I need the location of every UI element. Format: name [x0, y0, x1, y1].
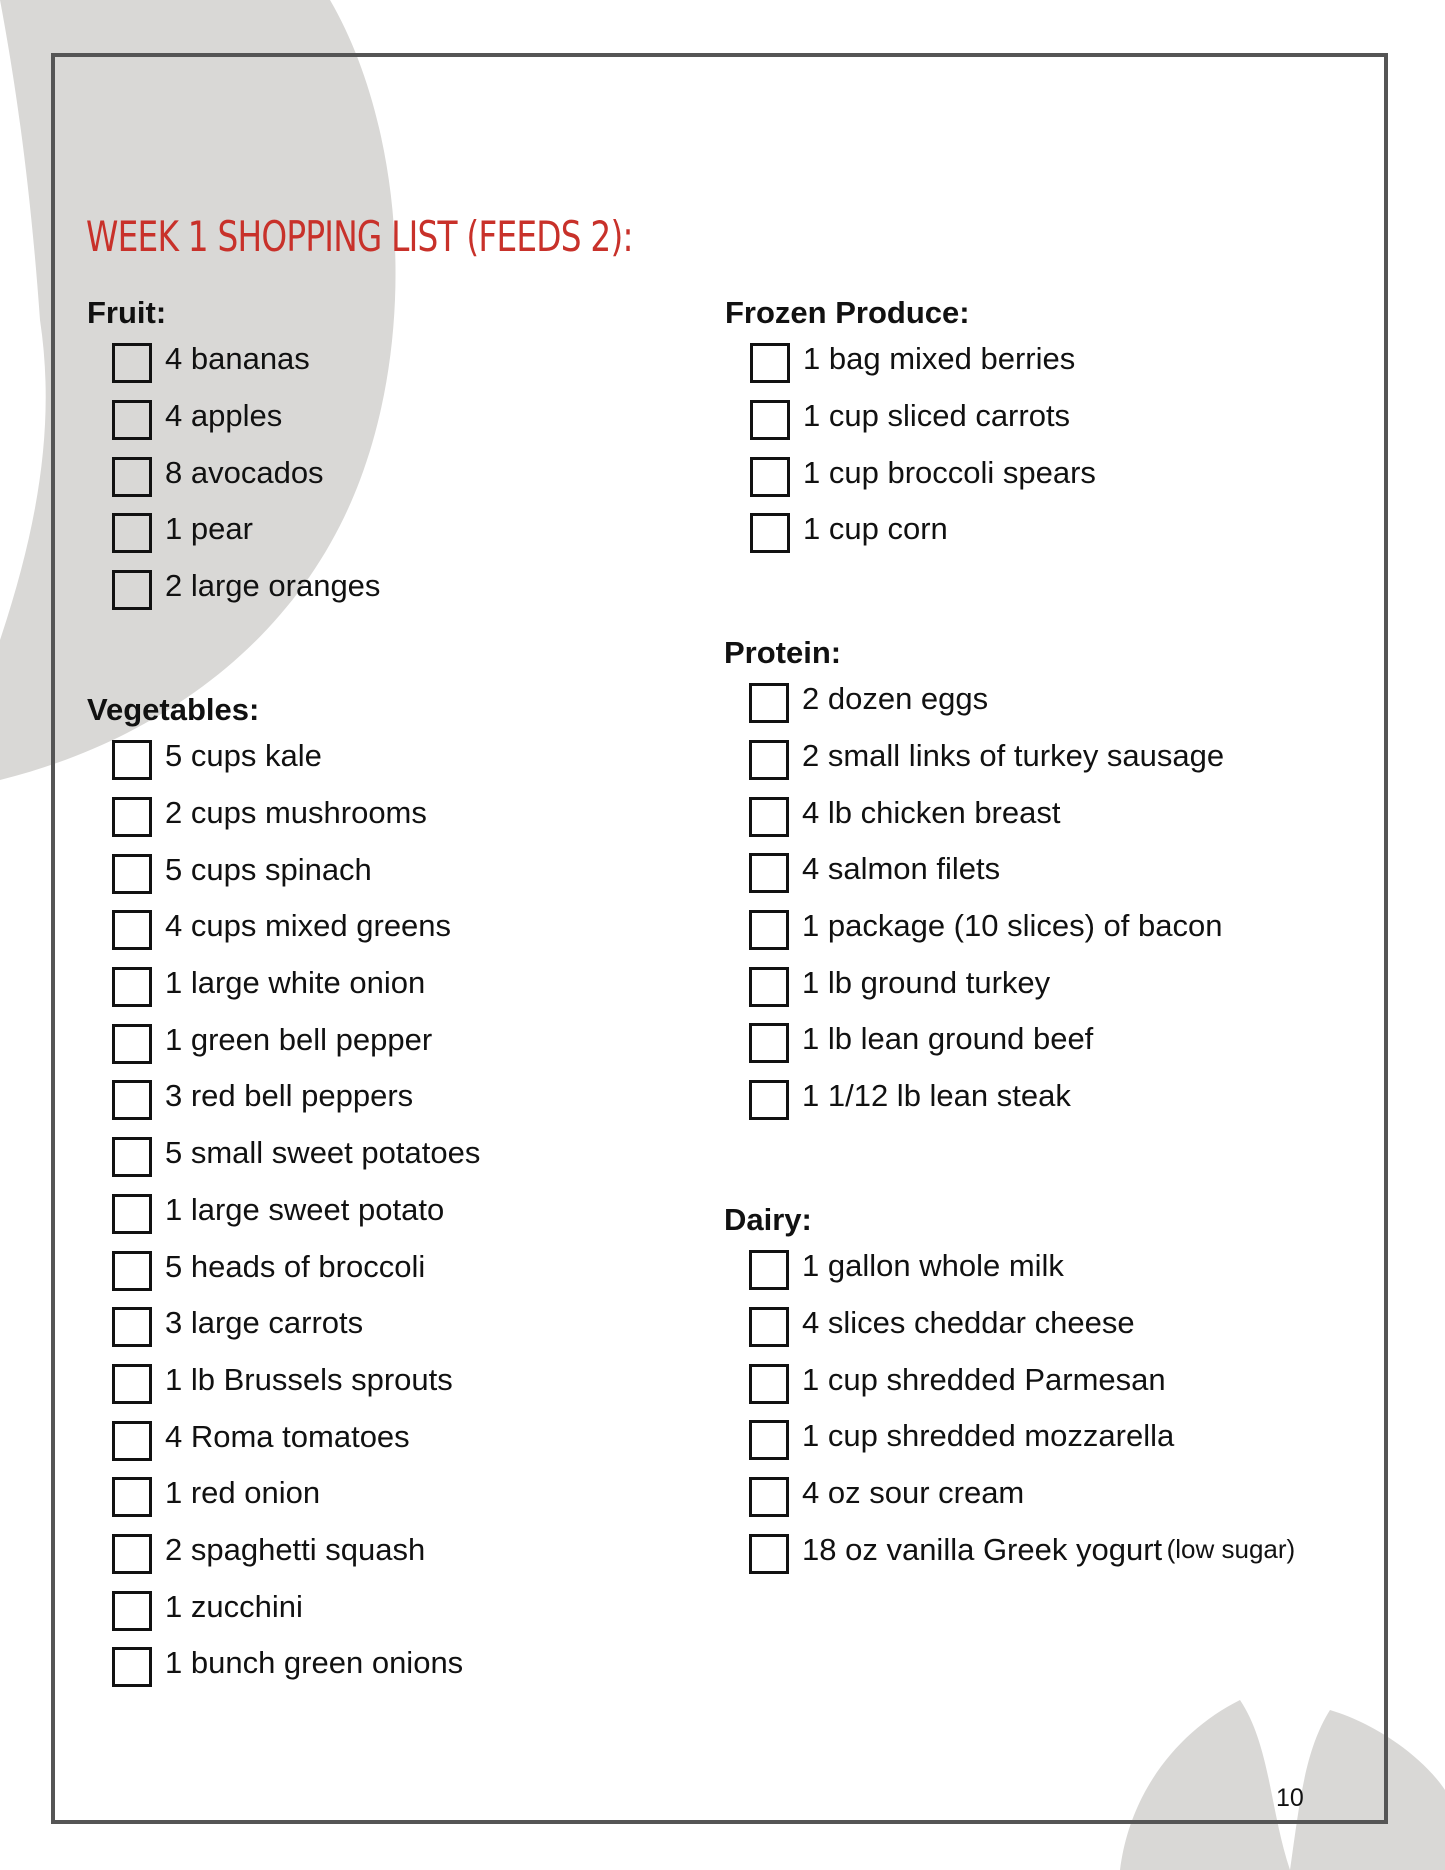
- item-text: 1 cup sliced carrots: [803, 398, 1071, 434]
- list-item: [112, 1182, 480, 1239]
- frozen-produce-list: [750, 331, 1096, 558]
- checkbox[interactable]: [750, 513, 790, 553]
- item-text: 1 pear: [165, 511, 253, 547]
- checkbox[interactable]: [112, 513, 152, 553]
- list-item: [749, 728, 1224, 785]
- item-text: 1 bag mixed berries: [803, 341, 1076, 377]
- checkbox[interactable]: [112, 1307, 152, 1347]
- section-protein: [724, 635, 1225, 1125]
- checkbox[interactable]: [750, 457, 790, 497]
- section-title-fruit: Fruit:: [87, 295, 167, 330]
- list-item: [749, 898, 1224, 955]
- list-item: [112, 1068, 480, 1125]
- item-text: 1 cup corn: [803, 511, 948, 547]
- list-item: [112, 898, 480, 955]
- item-text: 1 package (10 slices) of bacon: [802, 908, 1223, 944]
- item-note: (low sugar): [1166, 1534, 1296, 1565]
- list-item: [112, 444, 380, 501]
- section-title-vegetables: Vegetables:: [87, 692, 260, 727]
- list-item: [112, 1352, 480, 1409]
- checkbox[interactable]: [749, 1420, 789, 1460]
- section-title-dairy: Dairy:: [724, 1202, 812, 1237]
- item-text: 4 bananas: [165, 341, 310, 377]
- checkbox[interactable]: [749, 853, 789, 893]
- checkbox[interactable]: [112, 740, 152, 780]
- item-text: 2 spaghetti squash: [165, 1531, 426, 1567]
- item-text: 1 lb ground turkey: [802, 964, 1051, 1000]
- item-text: 1 bunch green onions: [165, 1645, 464, 1681]
- item-text: 1 large sweet potato: [165, 1191, 445, 1227]
- item-text: 5 heads of broccoli: [165, 1248, 426, 1284]
- list-item: [750, 331, 1096, 388]
- item-text: 1 lb lean ground beef: [802, 1021, 1094, 1057]
- page-number: 10: [1276, 1784, 1304, 1812]
- checkbox[interactable]: [112, 343, 152, 383]
- list-item: [112, 1522, 480, 1579]
- checkbox[interactable]: [112, 400, 152, 440]
- item-text: 1 cup shredded mozzarella: [802, 1418, 1175, 1454]
- list-item: [112, 388, 380, 445]
- list-item: [749, 671, 1224, 728]
- checkbox[interactable]: [112, 457, 152, 497]
- checkbox[interactable]: [112, 1477, 152, 1517]
- list-item: [112, 1295, 480, 1352]
- section-frozen-produce: [725, 295, 1096, 558]
- section-fruit: [87, 295, 381, 614]
- checkbox[interactable]: [112, 1364, 152, 1404]
- list-item: [749, 1408, 1295, 1465]
- list-item: [112, 955, 480, 1012]
- checkbox[interactable]: [749, 740, 789, 780]
- dairy-list: [749, 1238, 1295, 1578]
- item-text: 2 cups mushrooms: [165, 795, 427, 831]
- list-item: [112, 785, 480, 842]
- item-text: 1 1/12 lb lean steak: [802, 1078, 1071, 1114]
- item-text: 4 oz sour cream: [802, 1475, 1025, 1511]
- item-text: 4 cups mixed greens: [165, 908, 452, 944]
- page-title: WEEK 1 SHOPPING LIST (FEEDS 2):: [86, 212, 633, 261]
- checkbox[interactable]: [112, 1647, 152, 1687]
- checkbox[interactable]: [750, 400, 790, 440]
- item-text: 1 zucchini: [165, 1588, 303, 1624]
- checkbox[interactable]: [749, 1080, 789, 1120]
- list-item: [112, 728, 480, 785]
- checkbox[interactable]: [749, 1534, 789, 1574]
- item-text: 4 Roma tomatoes: [165, 1418, 410, 1454]
- checkbox[interactable]: [112, 1591, 152, 1631]
- list-item: [749, 954, 1224, 1011]
- item-text: 4 slices cheddar cheese: [802, 1305, 1135, 1341]
- checkbox[interactable]: [112, 1421, 152, 1461]
- section-dairy: [724, 1202, 1296, 1578]
- list-item: [749, 1011, 1224, 1068]
- checkbox[interactable]: [749, 1364, 789, 1404]
- list-item: [749, 1465, 1295, 1522]
- list-item: [112, 1125, 480, 1182]
- item-text: 4 lb chicken breast: [802, 794, 1061, 830]
- checkbox[interactable]: [112, 1251, 152, 1291]
- checkbox[interactable]: [749, 1477, 789, 1517]
- section-vegetables: [87, 692, 481, 1692]
- list-item: [112, 841, 480, 898]
- item-text: 2 large oranges: [165, 568, 381, 604]
- checkbox[interactable]: [112, 1137, 152, 1177]
- list-item: [112, 1465, 480, 1522]
- checkbox[interactable]: [112, 1534, 152, 1574]
- list-item: [112, 1238, 480, 1295]
- list-item: [112, 1011, 480, 1068]
- list-item: [749, 1521, 1295, 1578]
- list-item: [750, 388, 1096, 445]
- list-item: [749, 1295, 1295, 1352]
- checkbox[interactable]: [112, 570, 152, 610]
- list-item: [750, 501, 1096, 558]
- list-item: [750, 444, 1096, 501]
- item-text: 5 cups kale: [165, 738, 322, 774]
- vegetables-list: [112, 728, 480, 1692]
- fruit-list: [112, 331, 380, 614]
- list-item: [112, 331, 380, 388]
- checkbox[interactable]: [749, 1307, 789, 1347]
- item-text: 1 cup shredded Parmesan: [802, 1361, 1166, 1397]
- section-title-protein: Protein:: [724, 635, 842, 670]
- list-item: [112, 501, 380, 558]
- checkbox[interactable]: [112, 1080, 152, 1120]
- checkbox[interactable]: [749, 1250, 789, 1290]
- section-title-frozen-produce: Frozen Produce:: [725, 295, 970, 330]
- checkbox[interactable]: [112, 1194, 152, 1234]
- item-text: 3 red bell peppers: [165, 1078, 414, 1114]
- item-text: 5 cups spinach: [165, 851, 372, 887]
- list-item: [112, 1408, 480, 1465]
- checkbox[interactable]: [112, 854, 152, 894]
- item-text: 1 gallon whole milk: [802, 1248, 1064, 1284]
- list-item: [749, 1351, 1295, 1408]
- item-text: 4 apples: [165, 398, 283, 434]
- checkbox[interactable]: [112, 1024, 152, 1064]
- item-text: 1 red onion: [165, 1475, 321, 1511]
- checkbox[interactable]: [112, 797, 152, 837]
- list-item: [112, 558, 380, 615]
- checkbox[interactable]: [112, 967, 152, 1007]
- protein-list: [749, 671, 1224, 1125]
- list-item: [749, 784, 1224, 841]
- item-text: 2 small links of turkey sausage: [802, 738, 1225, 774]
- list-item: [112, 1635, 480, 1692]
- checkbox[interactable]: [749, 797, 789, 837]
- checkbox[interactable]: [749, 1023, 789, 1063]
- list-item: [749, 1068, 1224, 1125]
- item-text: 1 green bell pepper: [165, 1021, 433, 1057]
- item-text: 2 dozen eggs: [802, 681, 989, 717]
- list-item: [112, 1578, 480, 1635]
- checkbox[interactable]: [112, 910, 152, 950]
- item-text: 1 cup broccoli spears: [803, 454, 1096, 490]
- checkbox[interactable]: [749, 967, 789, 1007]
- item-text: 1 lb Brussels sprouts: [165, 1361, 453, 1397]
- list-item: [749, 841, 1224, 898]
- item-text: 1 large white onion: [165, 965, 426, 1001]
- item-text: 3 large carrots: [165, 1305, 364, 1341]
- item-text: 5 small sweet potatoes: [165, 1135, 481, 1171]
- item-text: 4 salmon filets: [802, 851, 1001, 887]
- checkbox[interactable]: [750, 343, 790, 383]
- checkbox[interactable]: [749, 683, 789, 723]
- list-item: [749, 1238, 1295, 1295]
- checkbox[interactable]: [749, 910, 789, 950]
- item-text: 18 oz vanilla Greek yogurt: [802, 1531, 1163, 1567]
- item-text: 8 avocados: [165, 454, 324, 490]
